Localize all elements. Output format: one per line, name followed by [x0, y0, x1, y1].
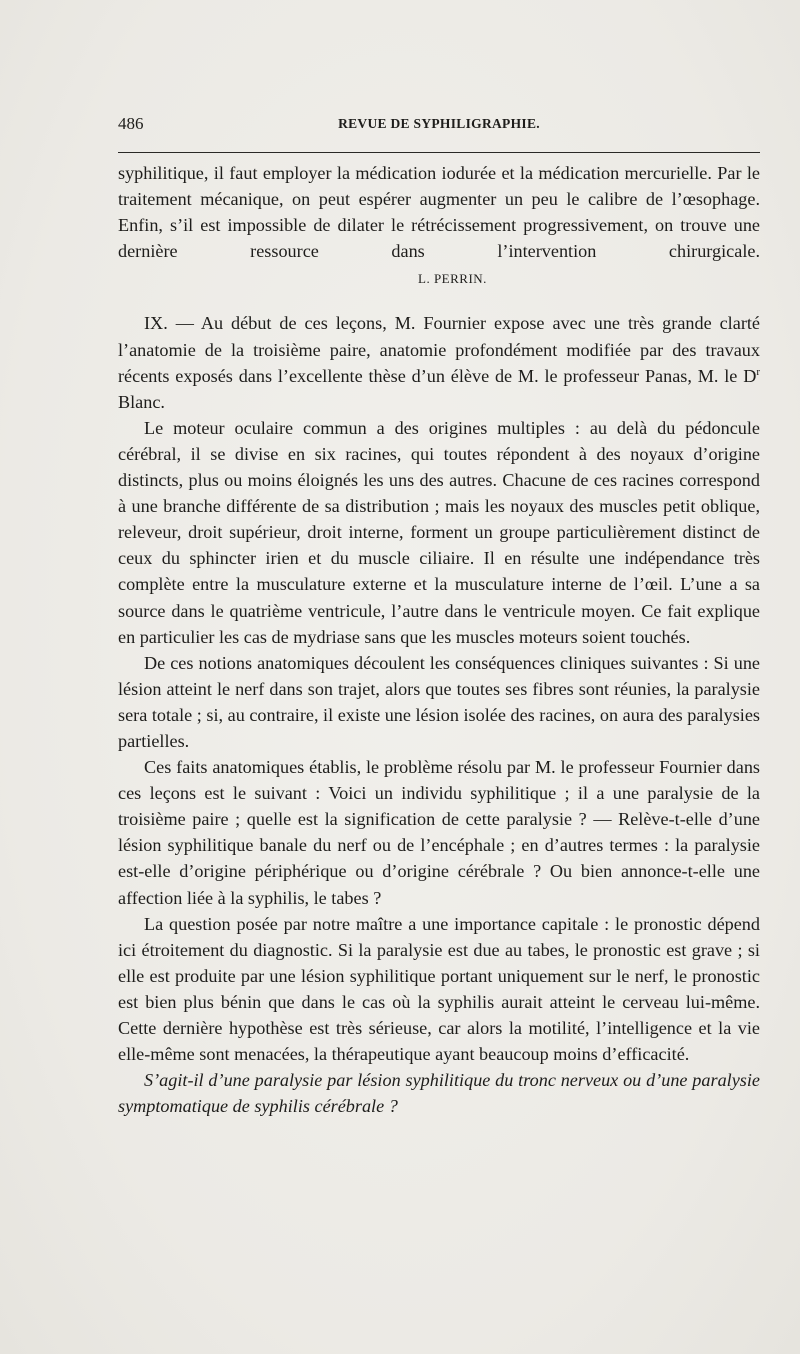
opening-text: syphilitique, il faut employer la médication iodurée et la médication mercurielle. Par le traitement mécanique, on peut espérer augmenter un peu le calibre de l’œsophage. Enfin, s’il est impossible de dilater le rétrécissement progressivement, on trouve une dernière ressource dans l’intervention chirurgicale.: [118, 163, 760, 262]
paragraph-6-question: S’agit-il d’une paralysie par lésion syphilitique du tronc nerveux ou d’une paralysie symptomatique de syphilis cérébrale ?: [118, 1070, 760, 1117]
section-number: IX.: [144, 313, 168, 334]
section-gap: [118, 292, 760, 310]
page-header: [118, 114, 760, 138]
paragraph-4: Ces faits anatomiques établis, le problème résolu par M. le professeur Fournier dans ces leçons est le suivant : Voici un individu syphilitique ; il a une paralysie de la troisième paire ; quelle est la signification de cette paralysie ? — Relève-t-elle d’une lésion syphilitique banale du nerf ou de l’encéphale ; en d’autres termes : la paralysie est-elle d’origine périphérique ou d’origine cérébrale ? Ou bien annonce-t-elle une affection liée à la syphilis, le tabes ?: [118, 757, 760, 908]
opening-paragraph: [118, 160, 760, 292]
running-title: REVUE DE SYPHILIGRAPHIE.: [338, 116, 540, 131]
header-rule: [118, 152, 760, 153]
paragraph-2: Le moteur oculaire commun a des origines multiples : au delà du pédoncule cérébral, il se divise en six racines, qui toutes répondent à des noyaux d’origine distincts, plus ou moins éloignés les uns des autres. Chacune de ces racines correspond à une branche différente de sa distribution ; mais les noyaux des muscles petit oblique, releveur, droit supérieur, droit interne, forment un groupe particulièrement distinct de ceux du sphincter irien et du muscle ciliaire. Il en résulte une indépendance très complète entre la musculature externe et la musculature interne de l’œil. L’une a sa source dans le quatrième ventricule, l’autre dans le ventricule moyen. Ce fait explique en particulier les cas de mydriase sans que les muscles moteurs soient touchés.: [118, 417, 760, 647]
article-body: [118, 160, 760, 1119]
author-signature: L. PERRIN.: [418, 271, 487, 287]
page-number: 486: [118, 114, 144, 133]
paragraph-1: [118, 310, 760, 414]
paragraph-1-text-b: Blanc.: [118, 391, 165, 412]
paragraph-3: De ces notions anatomiques découlent les conséquences cliniques suivantes : Si une lésion atteint le nerf dans son trajet, alors que toutes ses fibres sont réunies, la paralysie sera totale ; si, au contraire, il existe une lésion isolée des racines, on aura des paralysies partielles.: [118, 652, 760, 751]
paragraph-5: La question posée par notre maître a une importance capitale : le pronostic dépend ici étroitement du diagnostic. Si la paralysie est due au tabes, le pronostic est grave ; si elle est produite par une lésion syphilitique portant uniquement sur le nerf, le pronostic est bien plus bénin que dans le cas où la syphilis aurait atteint le cerveau lui-même. Cette dernière hypothèse est très sérieuse, car alors la motilité, l’intelligence et la vie elle-même sont menacées, la thérapeutique ayant beaucoup moins d’efficacité.: [118, 913, 760, 1065]
doctor-abbrev-sup: r: [756, 365, 760, 378]
paragraph-1-text-a: — Au début de ces leçons, M. Fournier expose avec une très grande clarté l’anatomie de la troisième paire, anatomie profondément modifiée par des travaux récents exposés dans l’excellente thèse d’un élève de M. le professeur Panas, M. le D: [118, 313, 760, 386]
